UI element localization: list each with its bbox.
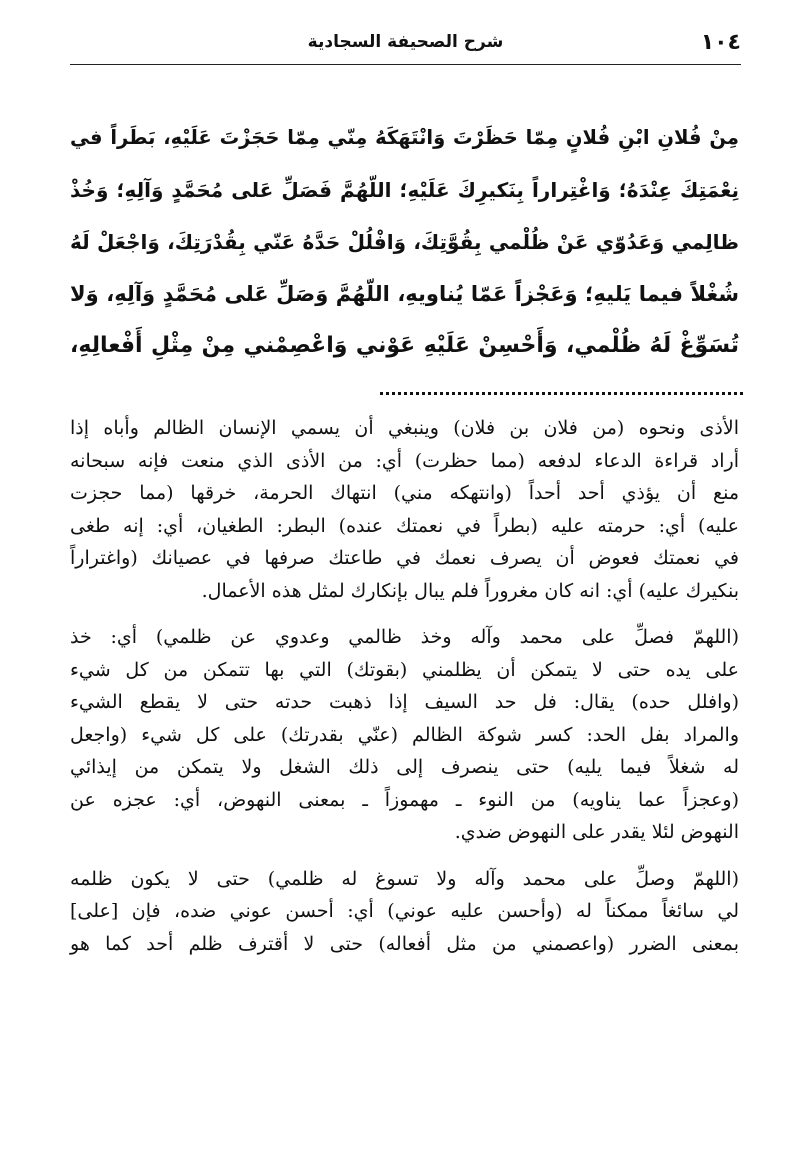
commentary-line: على يده حتى لا يتمكن أن يظلمني (بقوتك) التي بها تتمكن من كل شيء bbox=[70, 658, 739, 681]
commentary-paragraph bbox=[70, 412, 739, 607]
commentary-line: (اللهمّ وصلِّ على محمد وآله ولا تسوغ له ظلمي) حتى لا يكون ظلمه bbox=[70, 867, 739, 890]
commentary-line: منع أن يؤذي أحد أحداً (وانتهكه مني) انتهاك الحرمة، خرقها (مما حجزت bbox=[70, 482, 739, 504]
commentary-paragraph bbox=[70, 621, 739, 849]
footnote-separator bbox=[380, 392, 743, 395]
commentary-line: والمراد بفل الحد: كسر شوكة الظالم (عنّي بقدرتك) على كل شيء (واجعل bbox=[70, 723, 739, 746]
prayer-line: نِعْمَتِكَ عِنْدَهُ؛ وَاغْتِراراً بِنَكيرِكَ عَلَيْهِ؛ اللّهُمَّ فَصَلِّ عَلى مُحَمَّدٍ وَآلِهِ؛ وَخُذْ bbox=[70, 178, 739, 202]
prayer-line: تُسَوِّغْ لَهُ ظُلْمي، وَأَحْسِنْ عَلَيْهِ عَوْني وَاعْصِمْني مِنْ مِثْلِ أَفْعالِهِ، bbox=[70, 333, 739, 358]
commentary-line: أراد قراءة الدعاء لدفعه (مما حظرت) أي: من الأذى الذي منعت فإنه سبحانه bbox=[70, 449, 739, 472]
header-rule bbox=[70, 64, 741, 65]
commentary-line: (اللهمّ فصلِّ على محمد وآله وخذ ظالمي وعدوي عن ظلمي) أي: خذ bbox=[70, 626, 739, 648]
commentary-line: لي سائغاً ممكناً له (وأحسن عليه عوني) أي: أحسن عوني ضده، فإن [على] bbox=[70, 900, 739, 922]
commentary-line: الأذى ونحوه (من فلان بن فلان) وينبغي أن يسمي الإنسان الظالم وأباه إذا bbox=[70, 417, 739, 439]
commentary-line: بنكيرك عليه) أي: انه كان مغروراً فلم يبال بإنكارك لمثل هذه الأعمال. bbox=[201, 579, 739, 602]
prayer-line: ظالِمي وَعَدُوّي عَنْ ظُلْمي بِقُوَّتِكَ، وَافْلُلْ حَدَّهُ عَنّي بِقُدْرَتِكَ، وَاجْعَلْ لَهُ bbox=[70, 230, 739, 254]
page-header bbox=[70, 30, 741, 60]
commentary-line: عليه) أي: حرمته عليه (بطراً في نعمتك عنده) البطر: الطغيان، أي: إنه طغى bbox=[70, 514, 739, 537]
commentary-line: النهوض لئلا يقدر على النهوض ضدي. bbox=[454, 821, 739, 843]
page-number: ١٠٤ bbox=[700, 30, 741, 55]
prayer-line: مِنْ فُلانِ ابْنِ فُلانٍ مِمّا حَظَرْتَ وَانْتَهَكَهُ مِنّي مِمّا حَجَزْتَ عَلَيْهِ، بَطَراً في bbox=[70, 126, 739, 149]
commentary-line: (وعجزاً عما يناويه) من النوء ـ مهموزاً ـ بمعنى النهوض، أي: عجزه عن bbox=[70, 788, 739, 811]
commentary-paragraph bbox=[70, 863, 739, 961]
prayer-line: شُغْلاً فيما يَليهِ؛ وَعَجْزاً عَمّا يُناويهِ، اللّهُمَّ وَصَلِّ عَلى مُحَمَّدٍ وَآلِهِ، وَلا bbox=[70, 282, 739, 306]
commentary-line: في نعمتك فعوض أن يصرف نعمك في طاعتك صرفها في عصيانك (واغتراراً bbox=[70, 547, 739, 569]
commentary-line: (وافلل حده) يقال: فل حد السيف إذا ذهبت حدته حتى لا يقطع الشيء bbox=[70, 691, 739, 713]
running-title: شرح الصحيفة السجادية bbox=[307, 32, 504, 52]
prayer-text-block bbox=[70, 112, 739, 372]
commentary-line: بمعنى الضرر (واعصمني من مثل أفعاله) حتى لا أقترف ظلم أحد كما هو bbox=[70, 932, 739, 955]
commentary-block bbox=[70, 412, 739, 974]
commentary-line: له شغلاً فيما يليه) حتى ينصرف إلى ذلك الشغل ولا يتمكن من إيذائي bbox=[70, 756, 739, 778]
